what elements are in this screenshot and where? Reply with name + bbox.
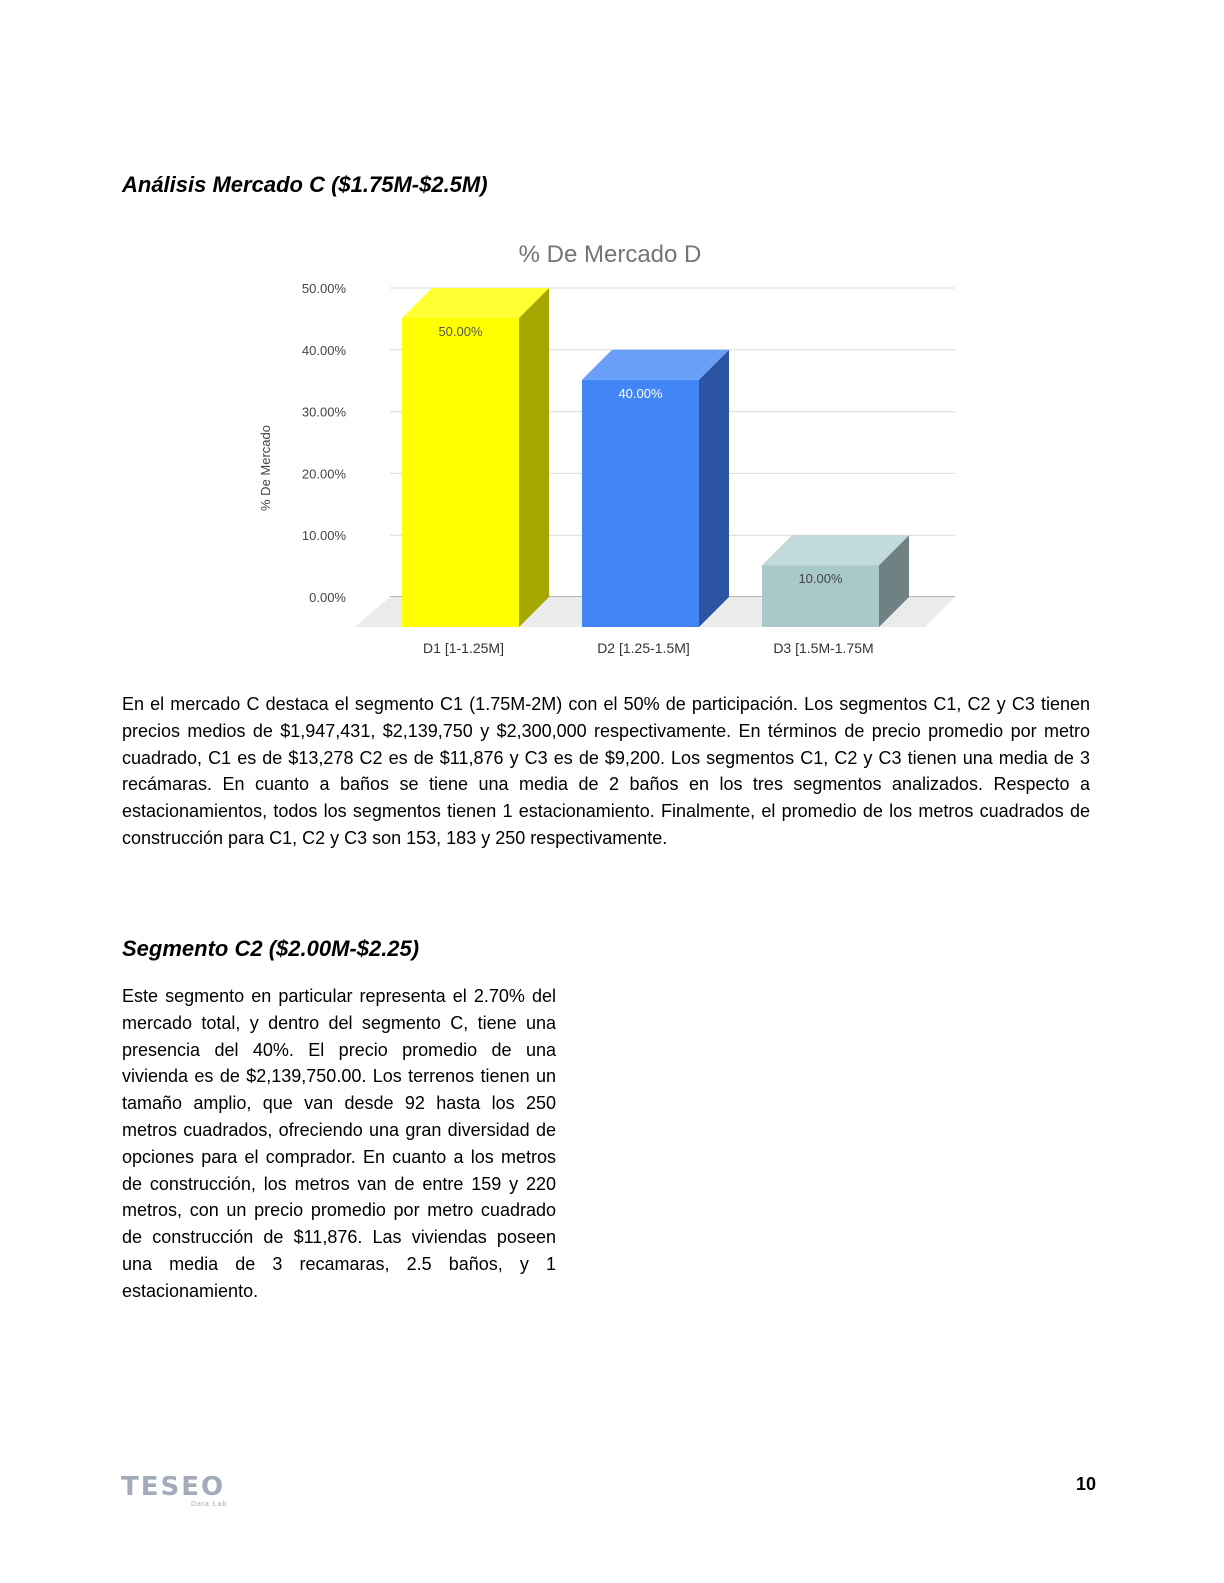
bar-side [699,350,729,627]
bar-chart-svg [240,228,980,668]
section-heading-segmento-c2: Segmento C2 ($2.00M-$2.25) [122,936,420,961]
market-share-chart [240,228,980,668]
data-label: 40.00% [618,385,663,401]
y-tick-label: 20.00% [301,466,346,482]
x-tick-label: D1 [1-1.25M] [423,640,504,656]
bar-side [519,288,549,627]
y-tick-label: 30.00% [301,404,346,420]
logo-subtitle: Data Lab [191,1501,228,1508]
x-tick-label: D2 [1.25-1.5M] [597,640,690,656]
segmento-c2-paragraph: Este segmento en particular representa el 2.70% del mercado total, y dentro del segmento C, tiene una presencia del 40%. El precio promedio de una vivienda es de $2,139,750.00. Los terrenos tienen un tamaño amplio, que van desde 92 hasta los 250 metros cuadrados, ofreciendo una gran diversidad de opciones para el comprador. En cuanto a los metros de construcción, los metros van de entre 159 y 220 metros, con un precio promedio por metro cuadrado de construcción de $11,876. Las viviendas poseen una media de 3 recamaras, 2.5 baños, y 1 estacionamiento. [122,986,556,1301]
mercado-c-paragraph: En el mercado C destaca el segmento C1 (1.75M-2M) con el 50% de participación. Los segmentos C1, C2 y C3 tienen precios medios de $1,947,431, $2,139,750 y $2,300,000 respectivamente. En términos de precio promedio por metro cuadrado, C1 es de $13,278 C2 es de $11,876 y C3 es de $9,200. Los segmentos C1, C2 y C3 tienen una media de 3 recámaras. En cuanto a baños se tiene una media de 2 baños en los tres segmentos analizados. Respecto a estacionamientos, todos los segmentos tienen 1 estacionamiento. Finalmente, el promedio de los metros cuadrados de construcción para C1, C2 y C3 son 153, 183 y 250 respectivamente. [122,694,1090,848]
chart-ylabel: % De Mercado [258,425,273,511]
data-label: 10.00% [798,571,843,587]
chart-title: % De Mercado D [518,241,702,268]
page-number: 10 [1075,1474,1096,1494]
y-tick-label: 0.00% [309,590,346,605]
bar [402,318,519,627]
y-tick-label: 10.00% [301,528,346,544]
x-tick-label: D3 [1.5M-1.75M [773,640,874,656]
y-tick-label: 50.00% [301,281,346,296]
section-heading-mercado-c: Análisis Mercado C ($1.75M-$2.5M) [122,172,488,197]
logo-wordmark: TESEO [121,1472,226,1502]
data-label: 50.00% [438,324,483,339]
y-tick-label: 40.00% [301,342,346,358]
bar [582,380,699,627]
teseo-logo [121,1473,231,1513]
